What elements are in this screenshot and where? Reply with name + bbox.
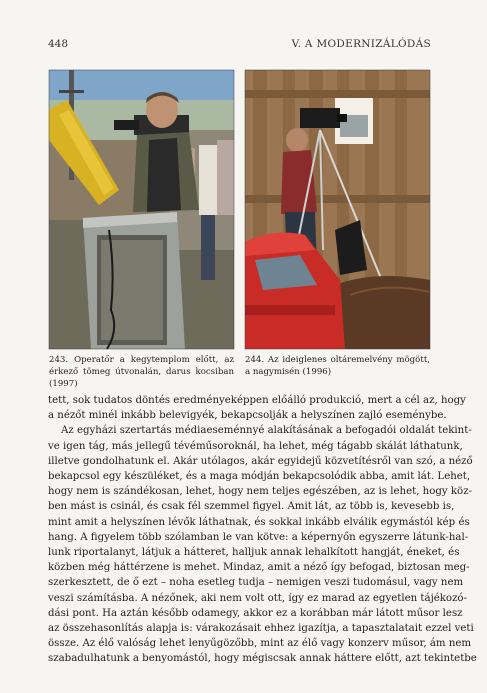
figure-caption: 244. Az ideiglenes oltáremelvény mögött, a nagymisén (1996) (245, 355, 430, 377)
text-line: lunk riportalanyt, látjuk a hátteret, halljuk annak lehalkított hangját, éneket, és (48, 547, 460, 559)
text-line: tett, sok tudatos döntés eredményeképpen előálló produkció, mert a cél az, hogy (48, 395, 466, 406)
text-line: össze. Az élő valóság lehet lenyűgözőbb, mint az élő vagy konzerv műsor, ám nem (48, 638, 472, 650)
text-line: szerkesztett, de ő ezt – noha esetleg tudja – nemigen veszi tudomásul, vagy nem (48, 577, 464, 589)
text-line: az összehasonlítás alapja is: várakozásait ehhez igazítja, a tapasztalatait ezzel veti (48, 623, 474, 635)
photo-operator-crane-basket (49, 70, 234, 349)
body-text (48, 393, 477, 667)
text-line: mint amit a helyszínen lévők láthatnak, és sokkal inkább elválik egymástól kép és (48, 516, 470, 528)
text-line: hang. A figyelem több szólamban le van kötve: a képernyőn egyszerre látunk-hal- (48, 531, 469, 543)
text-line: illetve gondolhatunk el. Akár utólagos, akár egyidejű közvetítésről van szó, a néző (48, 455, 473, 467)
text-line: szabadulhatunk a benyomástól, hogy mégiscsak annak háttere előtt, azt tekintetbe (48, 653, 477, 665)
photo-cameraman-altar-platform (245, 70, 430, 349)
chapter-title: V. A MODERNIZÁLÓDÁS (291, 38, 431, 50)
text-line: ben mást is csinál, és csak fél szemmel figyel. Amit lát, az több is, kevesebb is, (48, 501, 455, 513)
running-header (48, 38, 431, 52)
page-number: 448 (48, 38, 69, 50)
text-line: veszi számításba. A nézőnek, aki nem volt ott, így ez marad az egyetlen tájékozó- (48, 592, 468, 604)
text-line: ve igen tág, más jellegű tévéműsoroknál, ha lehet, még tágabb skálát láthatunk, (48, 440, 463, 452)
text-line: hogy nem is szándékosan, lehet, hogy nem teljes egészében, az is lehet, hogy köz- (48, 486, 472, 498)
text-line: közben még háttérzene is mehet. Mindaz, amit a néző így befogad, biztosan meg- (48, 562, 470, 574)
figure-caption: 243. Operatőr a kegytemplom előtt, az érkező tömeg útvonalán, darus kocsiban (1997) (49, 355, 234, 389)
text-line: a nézőt minél inkább belevigyék, bekapcsolják a helyszínen zajló eseménybe. (48, 410, 447, 422)
text-line: dási pont. Ha aztán később odamegy, akkor ez a korábban már látott műsor lesz (48, 607, 463, 619)
text-line: bekapcsol egy készüléket, és a maga módján bekapcsolódik abba, amit lát. Lehet, (48, 471, 471, 483)
text-line: Az egyházi szertartás médiaeseménnyé alakításának a befogadói oldalát tekint- (61, 425, 472, 437)
